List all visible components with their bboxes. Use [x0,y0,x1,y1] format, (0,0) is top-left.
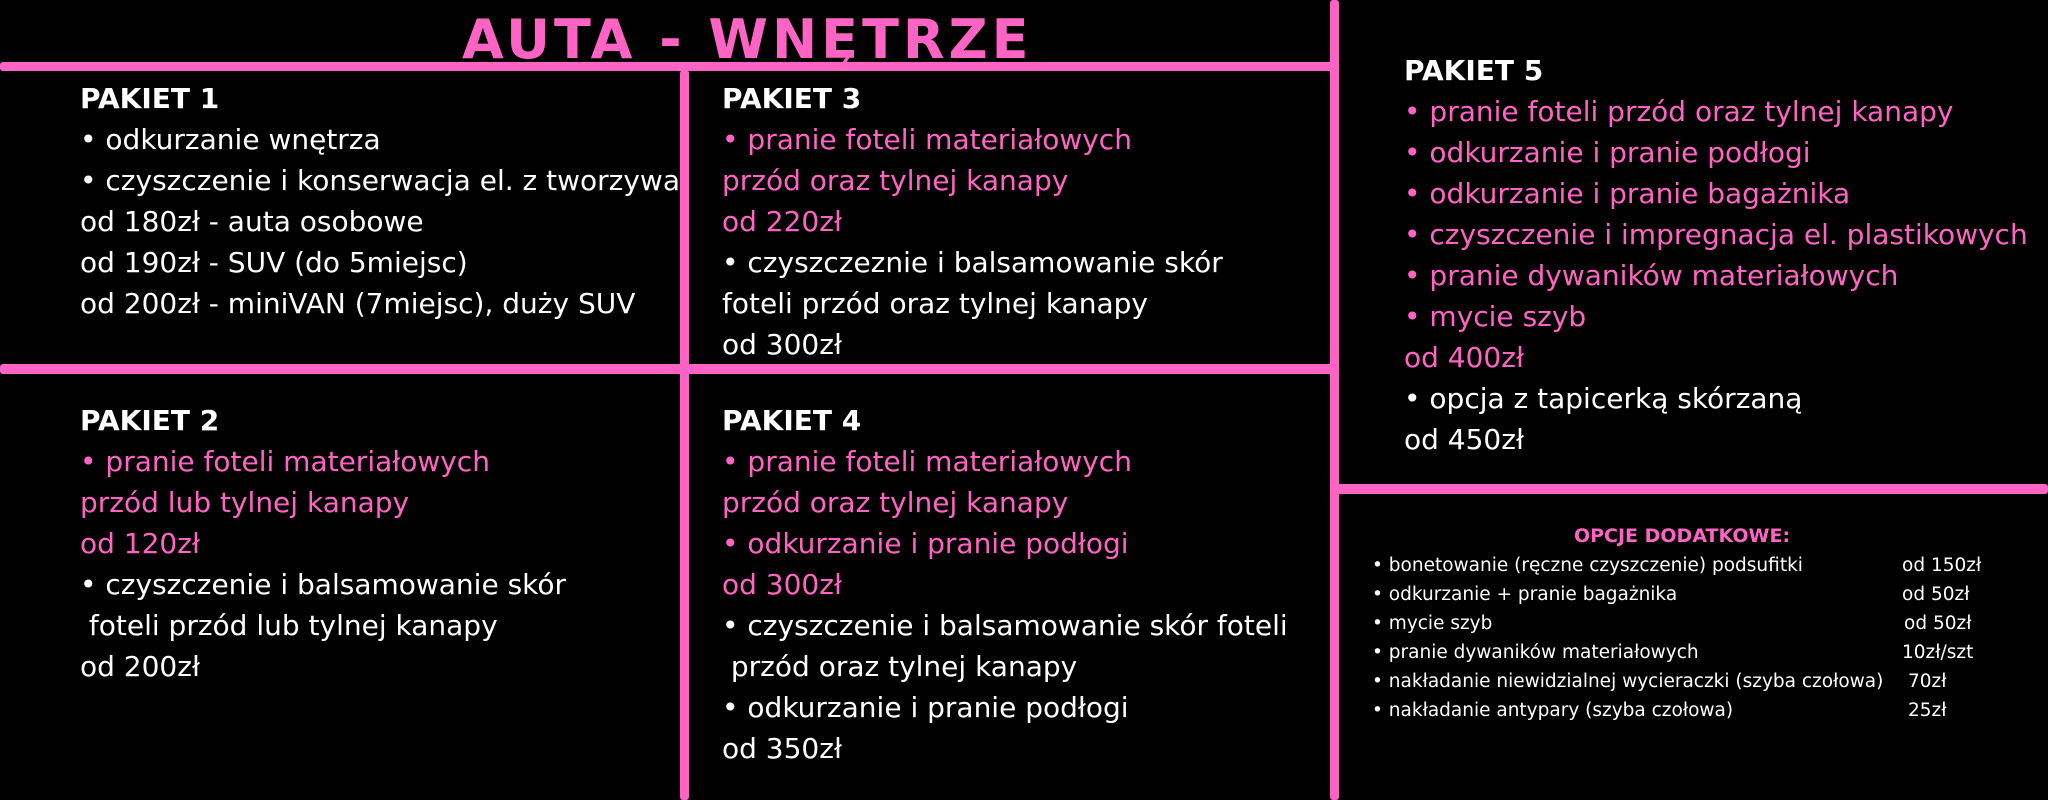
package-3-line: foteli przód oraz tylnej kanapy [722,287,1148,320]
package-3-line: od 220zł [722,205,842,238]
extra-option-label: • odkurzanie + pranie bagażnika [1372,584,1678,605]
package-5-line: • mycie szyb [1404,300,1587,333]
package-2-line: przód lub tylnej kanapy [80,486,410,519]
package-1 [80,78,680,324]
package-4 [722,400,1288,769]
package-1-line: • odkurzanie wnętrza [80,123,381,156]
extra-option-row [1372,696,1992,725]
extra-option-row [1372,580,1992,609]
package-2-title: PAKIET 2 [80,404,220,437]
package-4-line: od 300zł [722,568,842,601]
package-4-line: • czyszczenie i balsamowanie skór foteli [722,609,1288,642]
package-5-line: od 400zł [1404,341,1524,374]
extra-option-row [1372,638,1992,667]
package-3-title: PAKIET 3 [722,82,862,115]
package-5-line: • pranie dywaników materiałowych [1404,259,1899,292]
package-4-line: od 350zł [722,732,842,765]
package-3-line: przód oraz tylnej kanapy [722,164,1069,197]
package-2-line: foteli przód lub tylnej kanapy [80,609,498,642]
extra-option-price: 10zł/szt [1902,642,1974,663]
package-3-line: • czyszczeznie i balsamowanie skór [722,246,1223,279]
extra-options [1372,522,1992,725]
page-title: AUTA - WNĘTRZE [462,8,1033,71]
package-4-line: • odkurzanie i pranie podłogi [722,527,1129,560]
package-1-line: od 180zł - auta osobowe [80,205,424,238]
package-4-line: • odkurzanie i pranie podłogi [722,691,1129,724]
divider-middle-vertical [680,70,689,800]
package-5-line: • odkurzanie i pranie bagażnika [1404,177,1851,210]
package-4-line: przód oraz tylnej kanapy [722,650,1078,683]
package-1-title: PAKIET 1 [80,82,220,115]
divider-right-horizontal [1334,484,2048,494]
package-4-line: przód oraz tylnej kanapy [722,486,1069,519]
package-5-line: • czyszczenie i impregnacja el. plastikowych [1404,218,2028,251]
extra-option-label: • nakładanie niewidzialnej wycieraczki (szyba czołowa) [1372,671,1884,692]
package-1-line: od 200zł - miniVAN (7miejsc), duży SUV [80,287,636,320]
package-5 [1404,50,2028,460]
package-5-line: od 450zł [1404,423,1524,456]
package-2-line: od 120zł [80,527,200,560]
package-2-line: • pranie foteli materiałowych [80,445,490,478]
extra-option-price: od 50zł [1904,613,1972,634]
package-3 [722,78,1223,365]
extra-option-row [1372,609,1992,638]
extra-options-heading: OPCJE DODATKOWE: [1573,525,1791,547]
package-5-line: • opcja z tapicerką skórzaną [1404,382,1803,415]
package-5-line: • pranie foteli przód oraz tylnej kanapy [1404,95,1954,128]
package-4-title: PAKIET 4 [722,404,862,437]
package-5-title: PAKIET 5 [1404,54,1544,87]
package-5-line: • odkurzanie i pranie podłogi [1404,136,1811,169]
divider-middle-horizontal [0,364,1334,374]
extra-option-label: • bonetowanie (ręczne czyszczenie) podsufitki [1372,555,1803,576]
package-2 [80,400,566,687]
package-3-line: od 300zł [722,328,842,361]
package-1-line: od 190zł - SUV (do 5miejsc) [80,246,468,279]
extra-option-label: • mycie szyb [1372,613,1493,634]
extra-option-price: 70zł [1908,671,1947,692]
extra-option-row [1372,667,1992,696]
extra-option-price: od 150zł [1902,555,1982,576]
package-1-line: • czyszczenie i konserwacja el. z tworzywa [80,164,680,197]
package-4-line: • pranie foteli materiałowych [722,445,1132,478]
divider-right-vertical [1330,0,1339,800]
extra-option-price: 25zł [1908,700,1947,721]
package-2-line: od 200zł [80,650,200,683]
package-2-line: • czyszczenie i balsamowanie skór [80,568,567,601]
extra-option-label: • pranie dywaników materiałowych [1372,642,1699,663]
extra-option-price: od 50zł [1902,584,1970,605]
extra-option-label: • nakładanie antypary (szyba czołowa) [1372,700,1734,721]
extra-option-row [1372,551,1992,580]
package-3-line: • pranie foteli materiałowych [722,123,1132,156]
